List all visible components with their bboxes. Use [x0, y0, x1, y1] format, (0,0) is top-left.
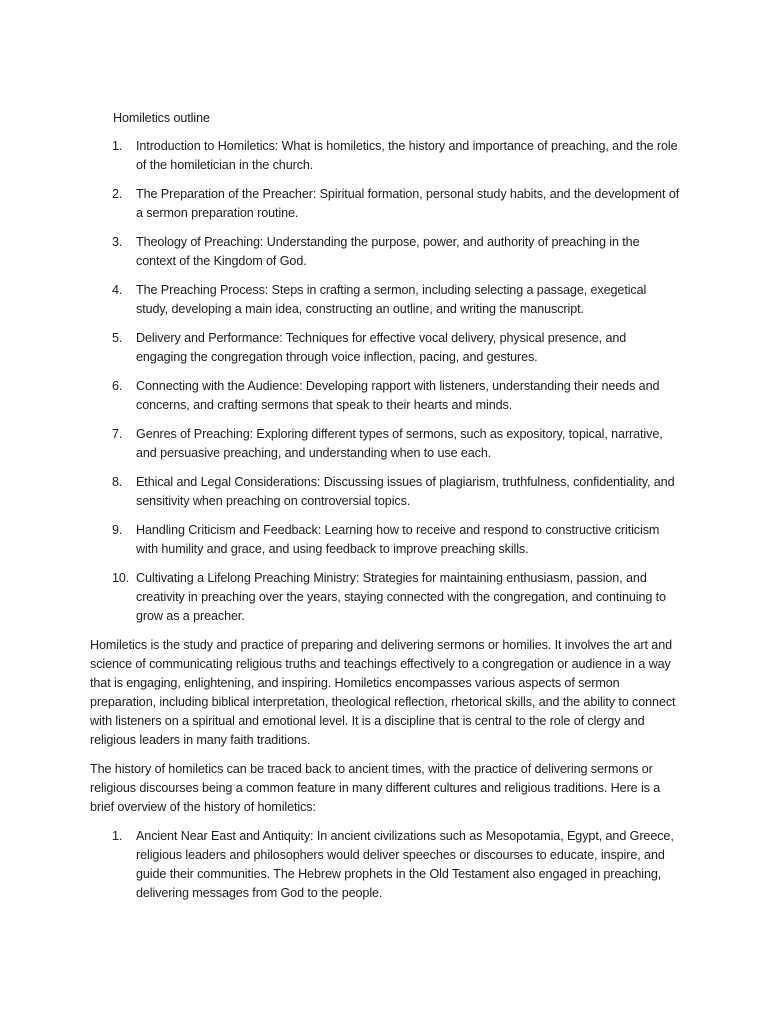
- list-item-text: Genres of Preaching: Exploring different types of sermons, such as expository, topical, narrative, and persuasive preaching, and understanding when to use each.: [136, 427, 663, 460]
- list-item-text: Delivery and Performance: Techniques for effective vocal delivery, physical presence, and engaging the congregation through voice inflection, pacing, and gestures.: [136, 331, 627, 364]
- outline-title: Homiletics outline: [113, 111, 210, 125]
- list-item: [90, 137, 680, 175]
- list-item: [90, 233, 680, 271]
- list-number: 4.: [112, 283, 123, 297]
- list-number: 7.: [112, 427, 123, 441]
- outline-list: [90, 137, 680, 626]
- list-item-text: Ethical and Legal Considerations: Discussing issues of plagiarism, truthfulness, confidentiality, and sensitivity when preaching on controversial topics.: [136, 475, 675, 508]
- list-item-text: Cultivating a Lifelong Preaching Ministry: Strategies for maintaining enthusiasm, passion, and creativity in preaching over the years, staying connected with the congregation, and continuing to grow as a preacher.: [136, 571, 666, 623]
- list-item-text: The Preaching Process: Steps in crafting a sermon, including selecting a passage, exegetical study, developing a main idea, constructing an outline, and writing the manuscript.: [136, 283, 647, 316]
- list-item-text: Connecting with the Audience: Developing rapport with listeners, understanding their needs and concerns, and crafting sermons that speak to their hearts and minds.: [136, 379, 660, 412]
- list-item: [90, 473, 680, 511]
- list-item: [90, 377, 680, 415]
- list-number: 5.: [112, 331, 123, 345]
- list-item: [90, 185, 680, 223]
- document-body: [90, 109, 680, 913]
- list-item: [90, 329, 680, 367]
- list-number: 9.: [112, 523, 123, 537]
- list-number: 1.: [112, 139, 123, 153]
- list-number: 1.: [112, 829, 123, 843]
- list-item-text: Handling Criticism and Feedback: Learning how to receive and respond to constructive criticism with humility and grace, and using feedback to improve preaching skills.: [136, 523, 660, 556]
- list-item: [90, 569, 680, 626]
- list-item-text: Theology of Preaching: Understanding the purpose, power, and authority of preaching in the context of the Kingdom of God.: [136, 235, 640, 268]
- list-item-text: The Preparation of the Preacher: Spiritual formation, personal study habits, and the development of a sermon preparation routine.: [136, 187, 680, 220]
- list-number: 8.: [112, 475, 123, 489]
- intro-paragraph: Homiletics is the study and practice of preparing and delivering sermons or homilies. It involves the art and science of communicating religious truths and teachings effectively to a congregation or audience in a way that is engaging, enlightening, and inspiring. Homiletics encompasses various aspects of sermon preparation, including biblical interpretation, theological reflection, rhetorical skills, and the ability to connect with listeners on a spiritual and emotional level. It is a discipline that is central to the role of clergy and religious leaders in many faith traditions.: [90, 638, 676, 747]
- list-item: [90, 521, 680, 559]
- list-item: [90, 281, 680, 319]
- list-number: 2.: [112, 187, 123, 201]
- list-item: [90, 425, 680, 463]
- list-item-text: Introduction to Homiletics: What is homiletics, the history and importance of preaching, and the role of the homiletician in the church.: [136, 139, 678, 172]
- list-item-text: Ancient Near East and Antiquity: In ancient civilizations such as Mesopotamia, Egypt, and Greece, religious leaders and philosophers would deliver speeches or discourses to educate, inspire, and guide their communities. The Hebrew prophets in the Old Testament also engaged in preaching, delivering messages from God to the people.: [136, 829, 674, 900]
- history-list: [90, 827, 680, 903]
- list-item: [90, 827, 680, 903]
- list-number: 3.: [112, 235, 123, 249]
- history-paragraph: The history of homiletics can be traced back to ancient times, with the practice of delivering sermons or religious discourses being a common feature in many different cultures and religious traditions. Here is a brief overview of the history of homiletics:: [90, 762, 661, 814]
- list-number: 10.: [112, 571, 130, 585]
- list-number: 6.: [112, 379, 123, 393]
